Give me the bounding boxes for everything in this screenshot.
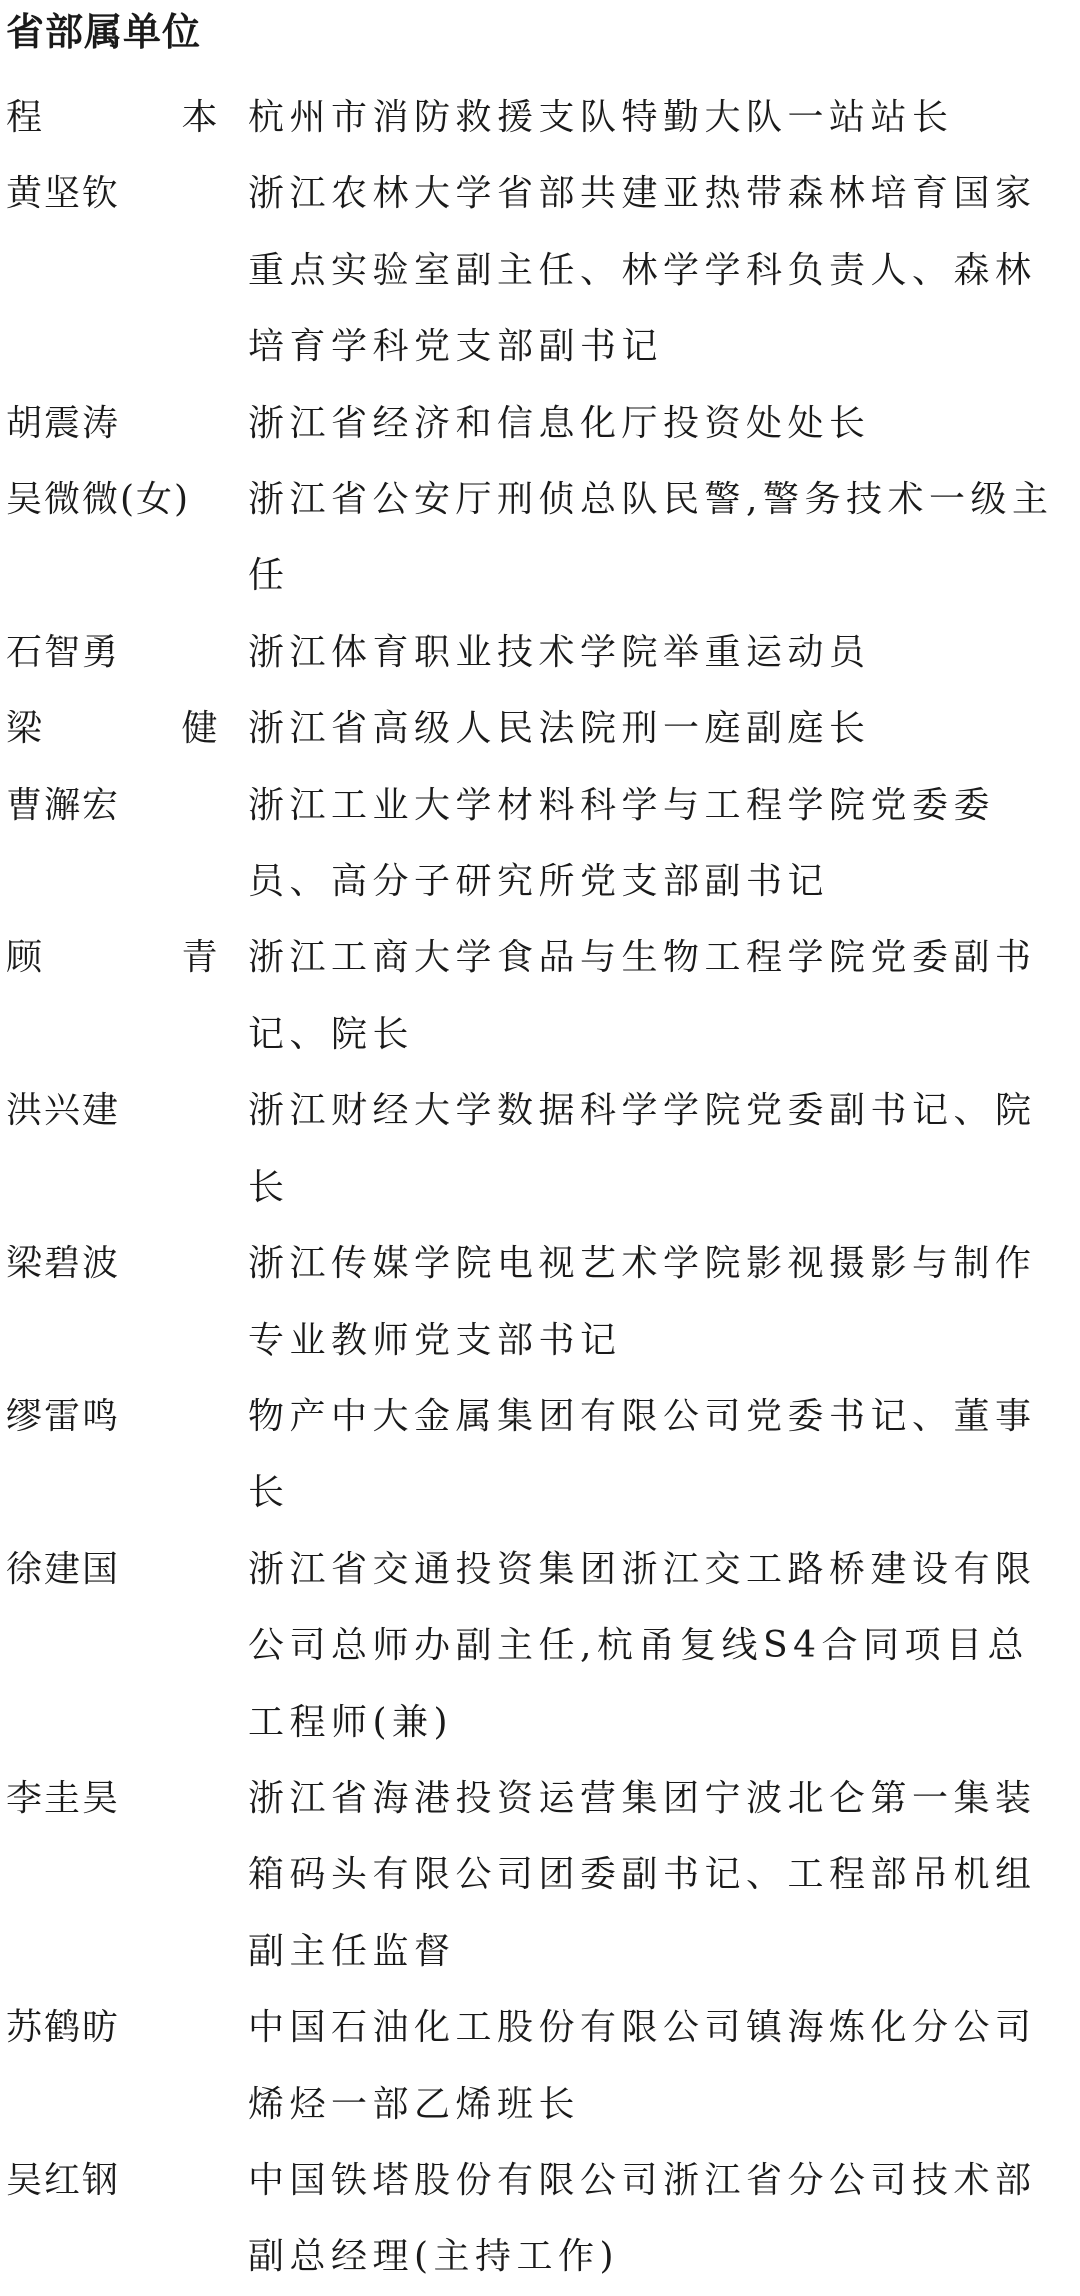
- list-item: [0, 615, 1080, 691]
- person-name: 曹澥宏: [6, 784, 121, 826]
- person-position: 中国铁塔股份有限公司浙江省分公司技术部副总经理(主持工作): [248, 2159, 1037, 2278]
- person-name: 石智勇: [6, 631, 121, 673]
- list-item: [0, 2143, 1080, 2296]
- list-item: [0, 1379, 1080, 1532]
- list-item: [0, 920, 1080, 1073]
- person-position: 浙江省公安厅刑侦总队民警,警务技术一级主任: [248, 479, 1054, 597]
- person-position: 杭州市消防救援支队特勤大队一站站长: [248, 97, 954, 138]
- person-position: 物产中大金属集团有限公司党委书记、董事长: [248, 1395, 1037, 1514]
- section-heading: 省部属单位: [6, 10, 202, 54]
- list-item: [0, 1073, 1080, 1226]
- list-item: [0, 80, 1080, 156]
- person-position: 浙江省经济和信息化厅投资处处长: [248, 402, 871, 444]
- person-position: 中国石油化工股份有限公司镇海炼化分公司烯烃一部乙烯班长: [248, 2007, 1037, 2125]
- person-name: 吴微微(女): [6, 479, 191, 521]
- person-position: 浙江传媒学院电视艺术学院影视摄影与制作专业教师党支部书记: [248, 1243, 1037, 1361]
- list-item: [0, 386, 1080, 462]
- list-item: [0, 768, 1080, 921]
- person-name: 顾 青: [6, 937, 282, 979]
- list-item: [0, 462, 1080, 615]
- person-name: 洪兴建: [6, 1090, 121, 1132]
- person-position: 浙江工商大学食品与生物工程学院党委副书记、院长: [248, 937, 1037, 1055]
- person-name: 苏鹤昉: [6, 2007, 121, 2049]
- person-name: 胡震涛: [6, 402, 121, 444]
- list-item: [0, 156, 1080, 385]
- honoree-list: [0, 80, 1080, 2296]
- person-position: 浙江财经大学数据科学学院党委副书记、院长: [248, 1090, 1037, 1208]
- list-item: [0, 691, 1080, 767]
- person-position: 浙江工业大学材料科学与工程学院党委委员、高分子研究所党支部副书记: [248, 784, 996, 903]
- person-name: 缪雷鸣: [6, 1395, 121, 1437]
- person-name: 李圭昊: [6, 1777, 121, 1819]
- person-position: 浙江省交通投资集团浙江交工路桥建设有限公司总师办副主任,杭甬复线S4合同项目总工程师(兼): [248, 1548, 1037, 1743]
- person-name: 梁 健: [6, 708, 282, 750]
- person-name: 徐建国: [6, 1548, 121, 1590]
- person-position: 浙江省高级人民法院刑一庭副庭长: [248, 708, 871, 750]
- person-name: 程 本: [6, 97, 282, 138]
- person-name: 吴红钢: [6, 2159, 121, 2201]
- list-item: [0, 1226, 1080, 1379]
- person-name: 黄坚钦: [6, 173, 121, 215]
- list-item: [0, 1532, 1080, 1761]
- person-position: 浙江省海港投资运营集团宁波北仑第一集装箱码头有限公司团委副书记、工程部吊机组副主任监督: [248, 1777, 1037, 1972]
- list-item: [0, 1990, 1080, 2143]
- list-item: [0, 1761, 1080, 1990]
- person-position: 浙江农林大学省部共建亚热带森林培育国家重点实验室副主任、林学学科负责人、森林培育学科党支部副书记: [248, 173, 1037, 368]
- person-position: 浙江体育职业技术学院举重运动员: [248, 631, 871, 673]
- person-name: 梁碧波: [6, 1243, 121, 1285]
